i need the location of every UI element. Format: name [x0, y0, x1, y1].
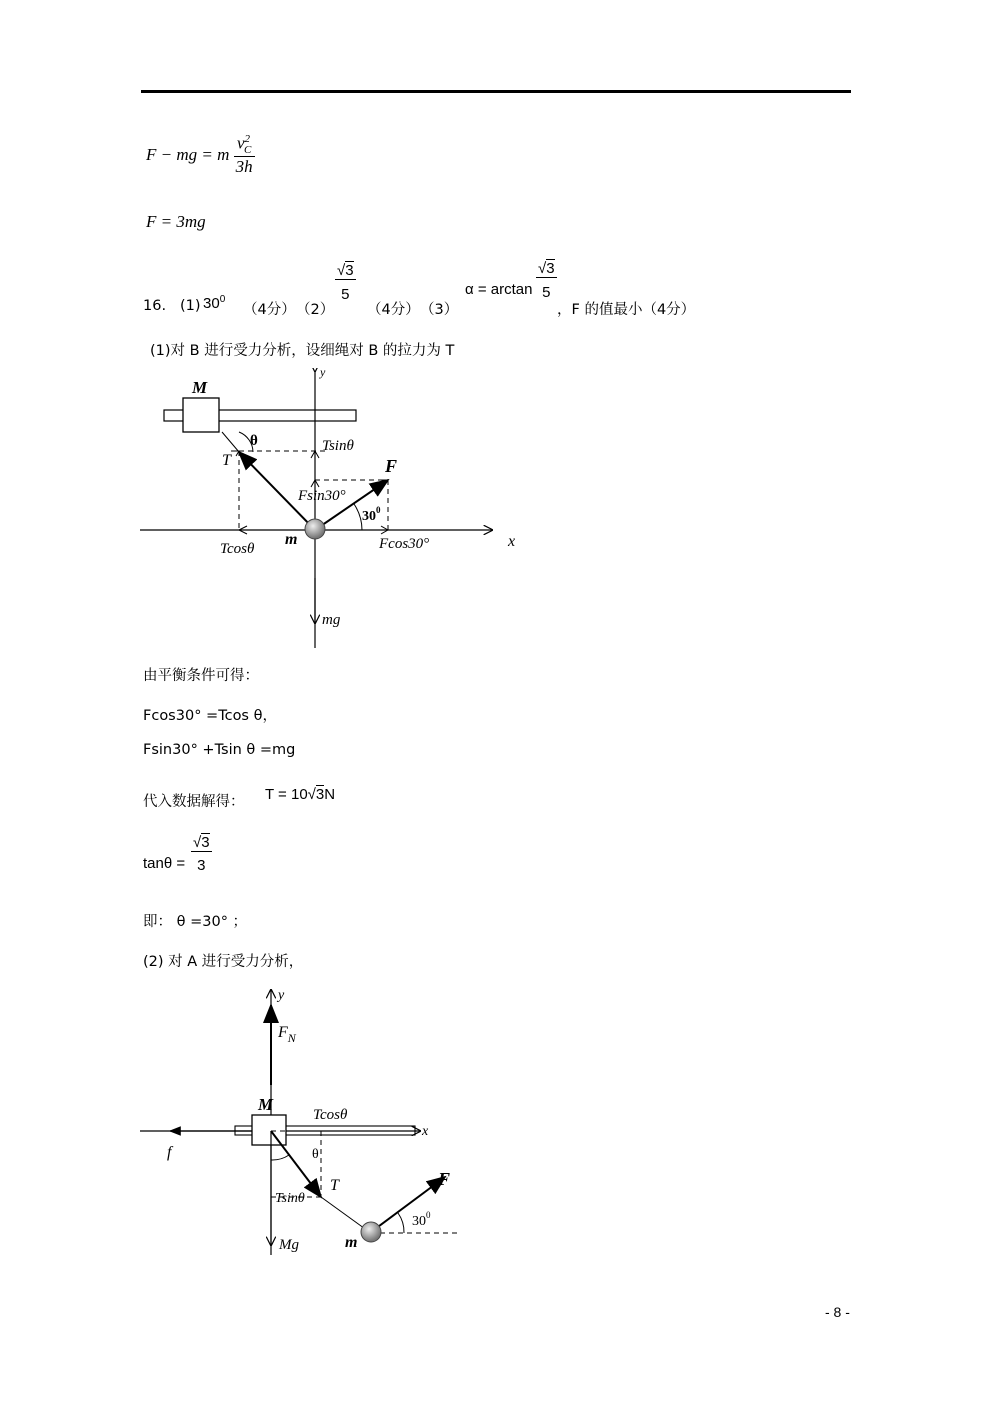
q16-part3-open: （3） [420, 302, 459, 318]
label-y-2: y [278, 988, 285, 1003]
label-Mg: Mg [279, 1237, 299, 1253]
q16-part1-points: （4分） [243, 302, 296, 318]
force-diagram-ball-b [140, 368, 520, 653]
label-M-2: M [258, 1095, 274, 1114]
solve-label: 代入数据解得： [143, 794, 245, 810]
label-fcos30: Fcos30° [379, 536, 430, 552]
q16-part1-answer: $30^0$ [203, 294, 226, 312]
theta-result: 即： θ =30° ； [143, 914, 248, 930]
rope-segment [222, 432, 239, 452]
ball-m-2 [361, 1222, 381, 1242]
label-tsin: Tsinθ [322, 438, 354, 454]
label-m: m [285, 531, 298, 548]
fraction-vc2-over-3h: $\frac{v^2_C}{3h}$ [235, 133, 253, 177]
q16-part3-fraction: $\frac{√3}{5}$ [538, 260, 555, 301]
q16-part3-alpha-lhs: α = arctan [465, 281, 533, 298]
label-y: y [320, 368, 326, 379]
page-number: - 8 - [825, 1304, 850, 1320]
angle-30-arc-2 [398, 1213, 404, 1233]
part1-intro: (1)对 B 进行受力分析，设细绳对 B 的拉力为 T [150, 343, 455, 359]
label-30-degrees: $30^0$ [362, 505, 381, 524]
ball-m [305, 519, 325, 539]
label-F: F [385, 456, 398, 476]
q16-label: 16. [143, 298, 167, 314]
label-tsin-2: Tsinθ [275, 1191, 305, 1206]
label-x-2: x [422, 1124, 429, 1139]
q16-part1-open: (1) [180, 298, 201, 314]
balance-intro: 由平衡条件可得： [143, 668, 259, 684]
label-mg: mg [322, 612, 341, 628]
label-T: T [222, 452, 231, 469]
label-theta-2: θ [312, 1147, 319, 1162]
equation-vertical-balance: Fsin30° +Tsin θ =mg [143, 742, 296, 758]
equation-f-equals-3mg: F = 3mg [146, 212, 206, 231]
label-F-2: F [438, 1169, 451, 1189]
angle-30-arc [354, 504, 362, 530]
label-fsin30: Fsin30° [298, 488, 346, 504]
tension-result: T = 10√3N [265, 786, 336, 803]
label-tcos-2: Tcosθ [313, 1107, 348, 1123]
q16-part2-answer: $\frac{√3}{5}$ [337, 262, 354, 303]
header-rule [141, 90, 851, 93]
label-fn: $F_N$ [278, 1024, 296, 1045]
rope-segment-2 [321, 1197, 368, 1231]
equation-newton-second-law: F − mg = m $\frac{v^2_C}{3h}$ [146, 133, 253, 177]
label-theta: θ [250, 433, 258, 449]
label-M: M [192, 378, 208, 397]
tan-theta-lhs: tanθ = [143, 855, 186, 872]
q16-part3-tail: ，F 的值最小（4分） [557, 302, 696, 318]
equation-horizontal-balance: Fcos30° =Tcos θ， [143, 708, 277, 724]
tan-theta-fraction: $\frac{√3}{3}$ [193, 834, 210, 874]
force-diagram-block-a [140, 985, 470, 1260]
label-x: x [508, 533, 516, 550]
label-tcos: Tcosθ [220, 541, 255, 557]
label-m-2: m [345, 1234, 358, 1251]
block-m-2 [252, 1115, 286, 1145]
q16-part2-open: （2） [296, 302, 335, 318]
q16-part2-points: （4分） [367, 302, 420, 318]
tension-vector-t-2 [271, 1131, 321, 1197]
force-vector-f-2 [371, 1177, 445, 1232]
label-T-2: T [330, 1177, 339, 1194]
part2-intro: (2) 对 A 进行受力分析， [143, 954, 304, 970]
theta-arc-2 [271, 1155, 289, 1160]
block-m [183, 398, 219, 432]
label-f-friction: f [167, 1144, 172, 1161]
label-30-degrees-2: $30^0$ [412, 1210, 431, 1229]
